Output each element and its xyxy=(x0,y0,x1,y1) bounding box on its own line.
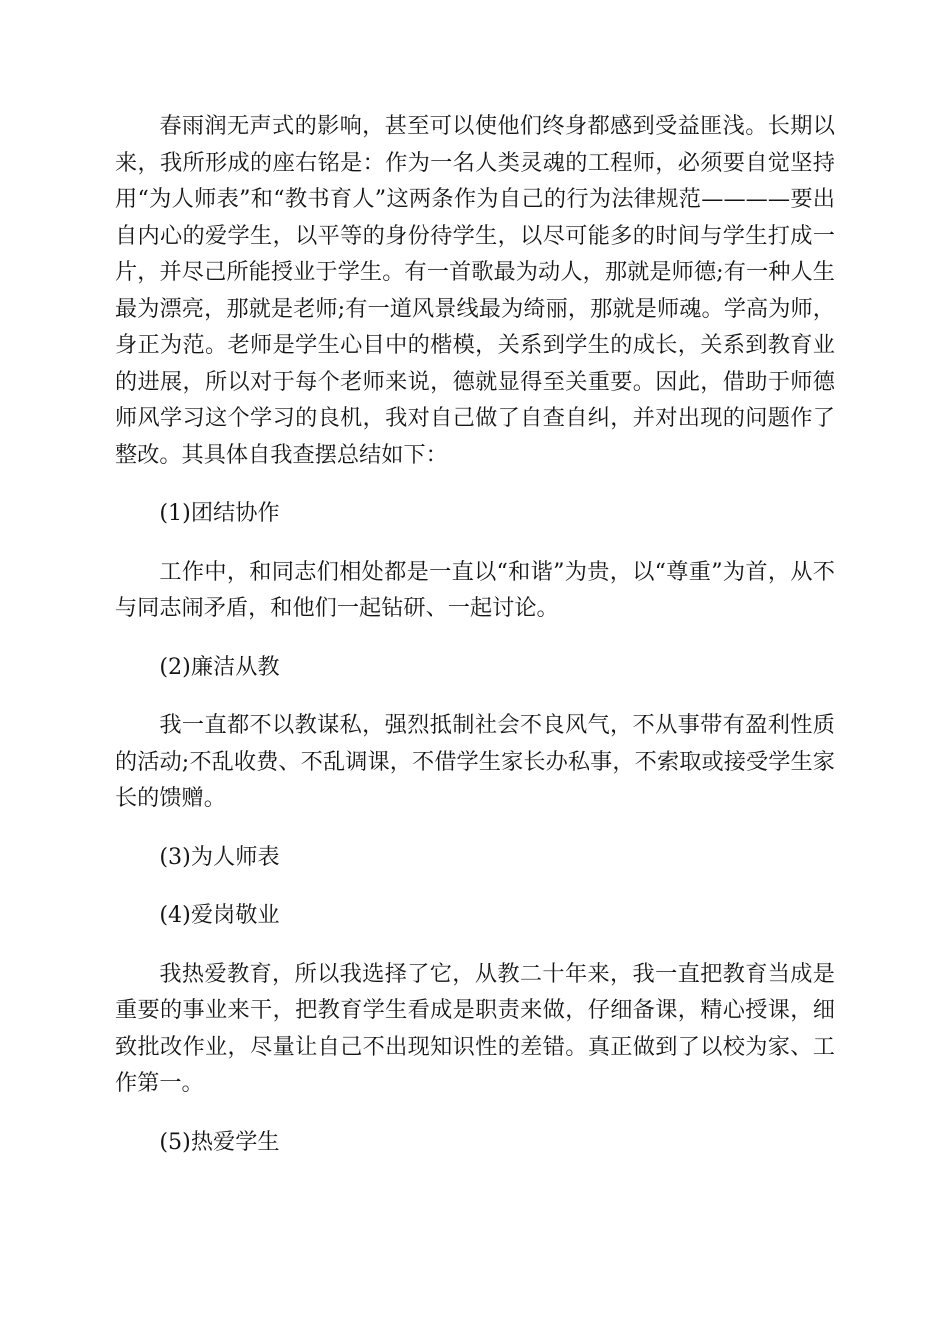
section-body-dedication: 我热爱教育，所以我选择了它，从教二十年来，我一直把教育当成是重要的事业来干，把教育学生看成是职责来做，仔细备课，精心授课，细致批改作业，尽量让自己不出现知识性的差错。真正做到了以校为家、工作第一。 xyxy=(115,960,835,1096)
section-heading-integrity: (2)廉洁从教 xyxy=(159,653,280,680)
spacer xyxy=(115,934,835,956)
section-body-integrity: 我一直都不以教谋私，强烈抵制社会不良风气，不从事带有盈利性质的活动;不乱收费、不乱调课，不借学生家长办私事，不索取或接受学生家长的馈赠。 xyxy=(115,712,835,811)
spacer xyxy=(115,817,835,839)
section-heading-role-model: (3)为人师表 xyxy=(159,843,280,870)
spacer xyxy=(115,627,835,649)
spacer xyxy=(115,473,835,495)
document-body xyxy=(115,108,835,1160)
spacer xyxy=(115,875,835,897)
intro-paragraph: 春雨润无声式的影响，甚至可以使他们终身都感到受益匪浅。长期以来，我所形成的座右铭是：作为一名人类灵魂的工程师，必须要自觉坚持用“为人师表”和“教书育人”这两条作为自己的行为法律规范————要出自内心的爱学生，以平等的身份待学生，以尽可能多的时间与学生打成一片，并尽己所能授业于学生。有一首歌最为动人，那就是师德;有一种人生最为漂亮，那就是老师;有一道风景线最为绮丽，那就是师魂。学高为师，身正为范。老师是学生心目中的楷模，关系到学生的成长，关系到教育业的进展，所以对于每个老师来说，德就显得至关重要。因此，借助于师德师风学习这个学习的良机，我对自己做了自查自纠，并对出现的问题作了整改。其具体自我查摆总结如下： xyxy=(115,113,835,468)
spacer xyxy=(115,1102,835,1124)
section-heading-love-students: (5)热爱学生 xyxy=(159,1128,280,1155)
spacer xyxy=(115,685,835,707)
section-heading-dedication: (4)爱岗敬业 xyxy=(159,902,280,928)
section-heading-unity: (1)团结协作 xyxy=(159,500,280,526)
section-body-unity: 工作中，和同志们相处都是一直以“和谐”为贵，以“尊重”为首，从不与同志闹矛盾，和他们一起钻研、一起讨论。 xyxy=(115,558,835,621)
spacer xyxy=(115,532,835,554)
